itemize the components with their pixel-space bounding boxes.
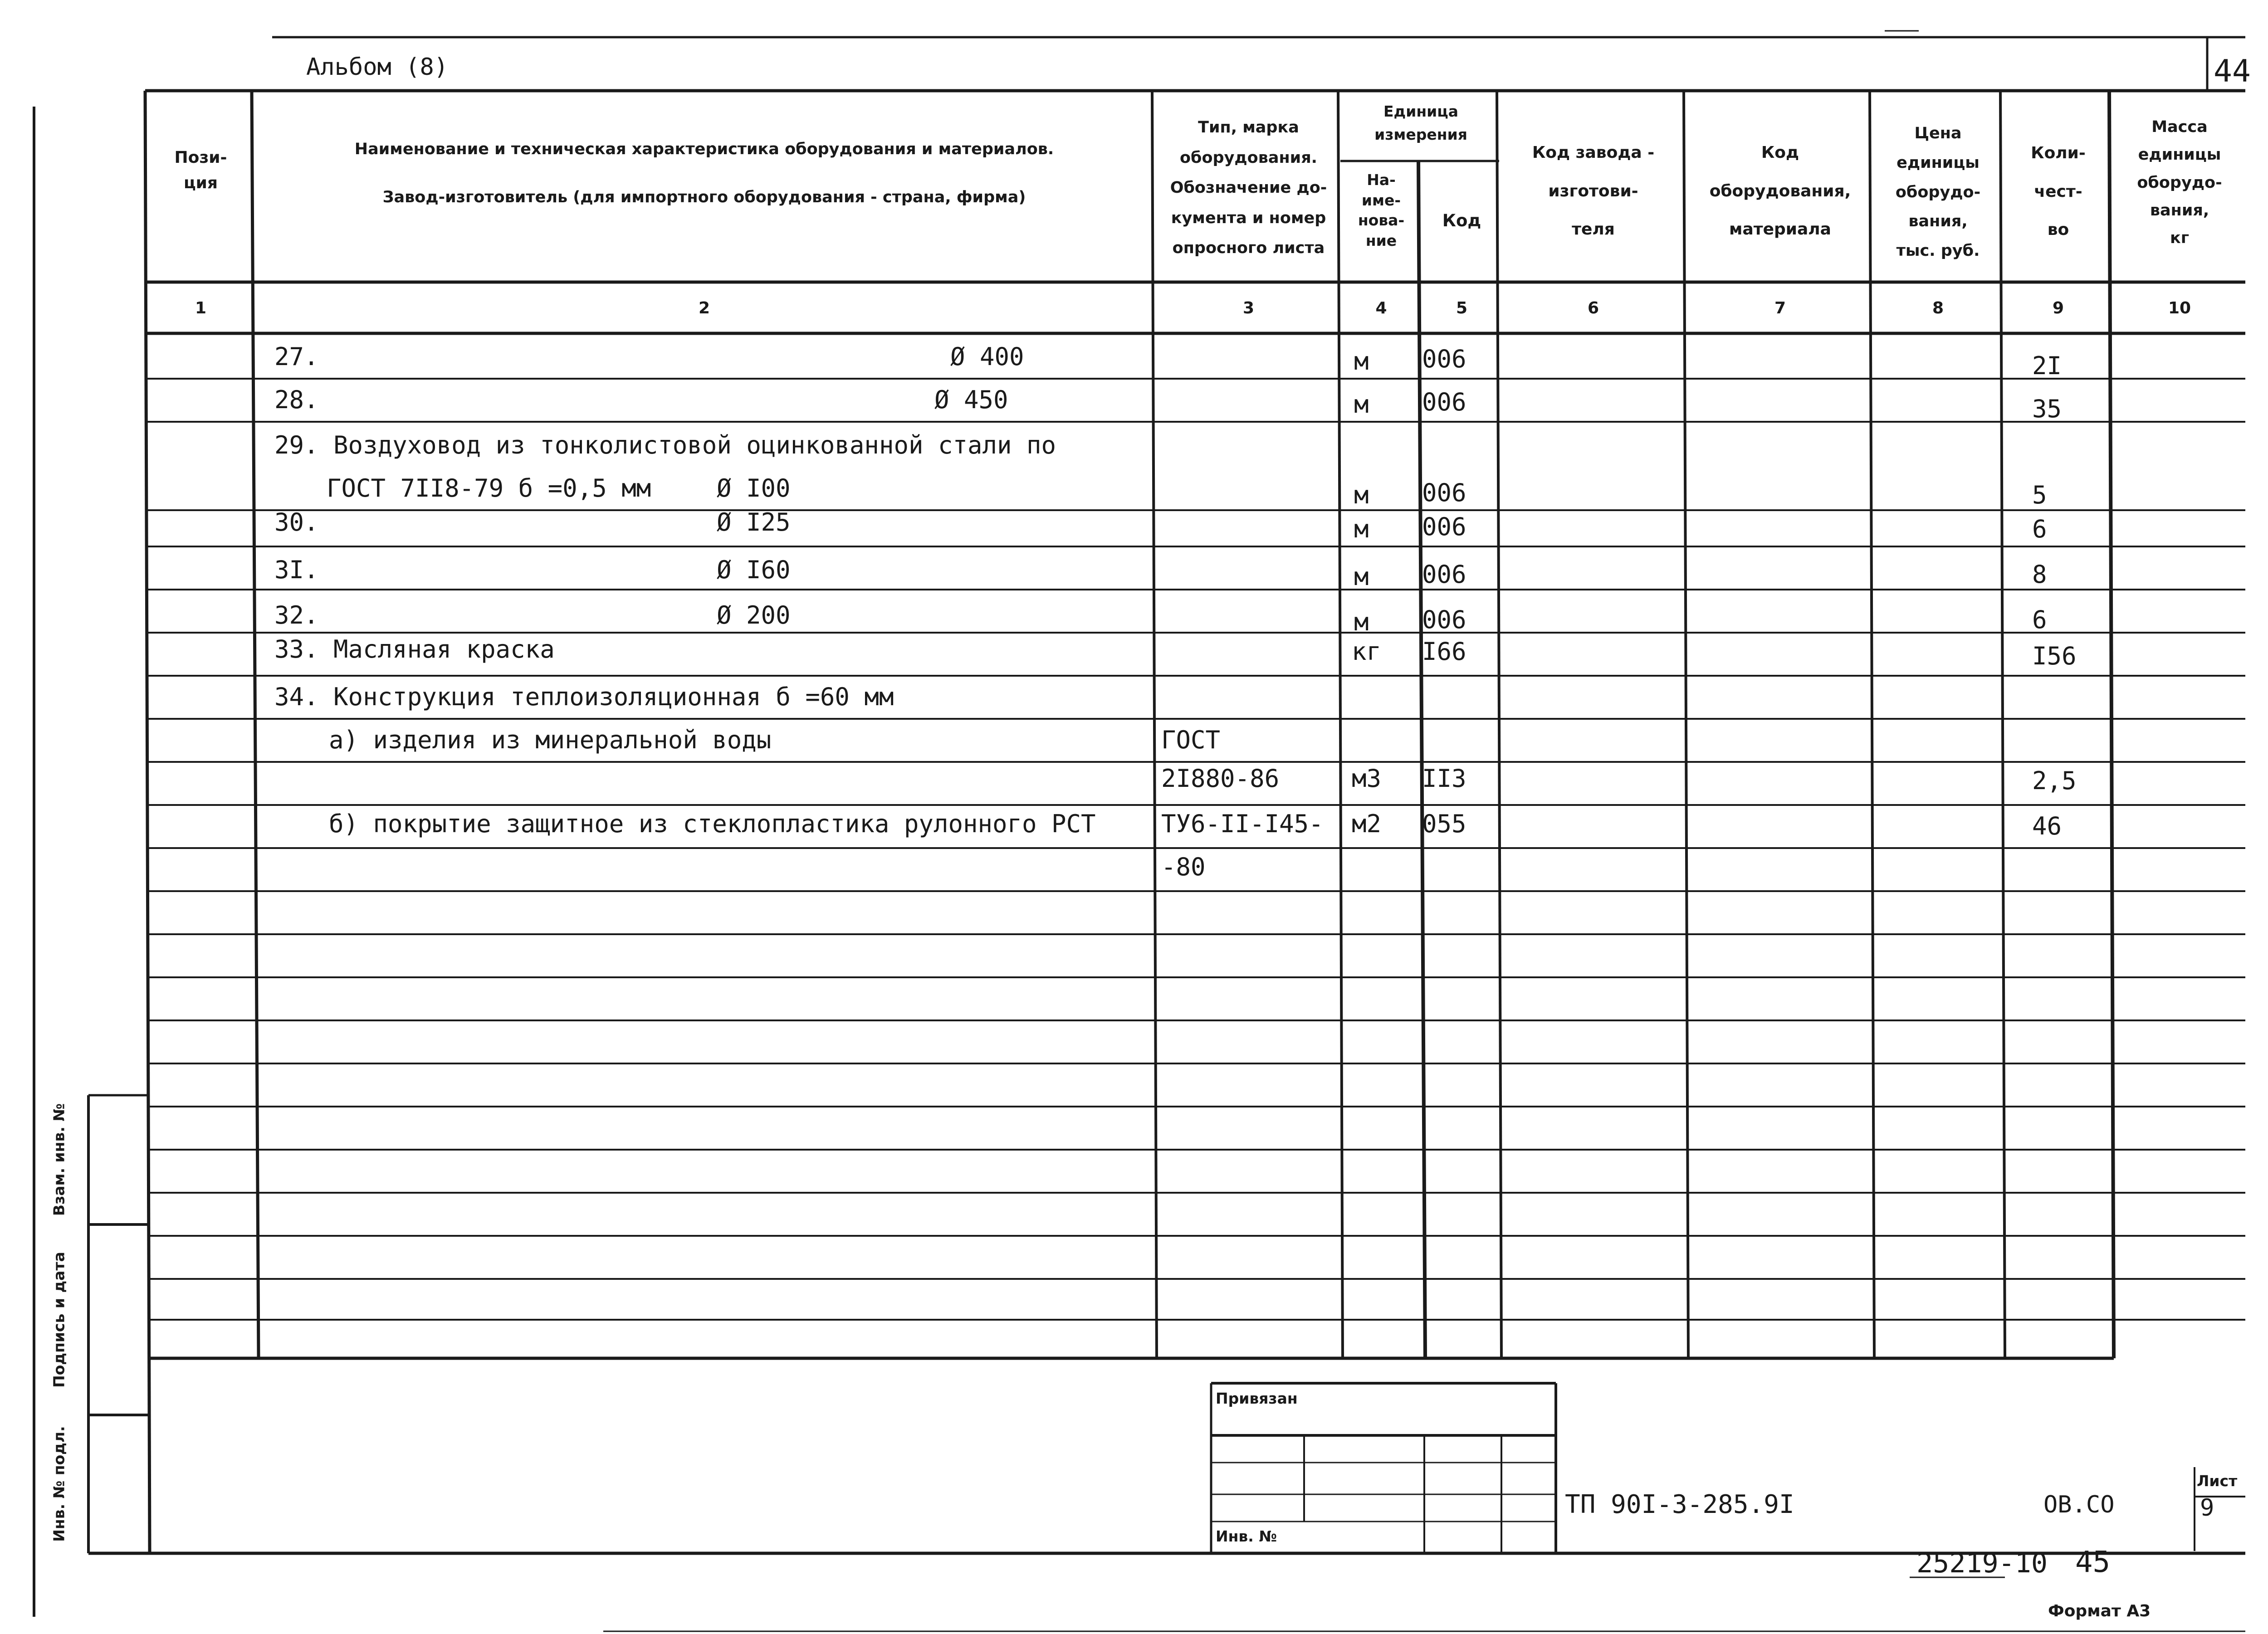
col-number-7: 7	[1774, 299, 1786, 317]
col-number-3: 3	[1242, 299, 1255, 317]
header-type: Тип, марка оборудования. Обозначение до- кумента и номер опросного листа	[1170, 118, 1327, 257]
table-row-name: 27.	[274, 342, 319, 371]
table-row-name: 34. Конструкция теплоизоляционная б =60 мм	[274, 683, 894, 711]
col-number-1: 1	[195, 299, 207, 317]
table-row-name: 33. Масляная краска	[274, 635, 555, 663]
table-row-quantity: 5	[2032, 481, 2047, 509]
table-row-diameter: Ø I25	[717, 508, 791, 537]
table-row-unit: м	[1354, 347, 1369, 376]
header-quantity: Коли- чест- во	[2031, 144, 2086, 239]
table-row-type: ГОСТ	[1161, 726, 1221, 754]
table-row-unit: м	[1354, 608, 1369, 636]
title-block-privyazan: Привязан	[1216, 1390, 1298, 1407]
table-row-name: а) изделия из минеральной воды	[329, 726, 772, 754]
header-equipment-code: Код оборудования, материала	[1709, 143, 1851, 239]
table-row-quantity: 6	[2032, 605, 2047, 634]
table-row-quantity: 6	[2032, 515, 2047, 543]
col-number-2: 2	[698, 299, 710, 317]
archive-number: 25219-10	[1916, 1547, 2048, 1579]
col-number-6: 6	[1587, 299, 1599, 317]
table-row-unit: м	[1354, 562, 1369, 591]
sheet-top-number: 44	[2214, 54, 2251, 89]
table-row-unit: м	[1354, 481, 1369, 509]
document-code: ТП 90I-3-285.9I	[1565, 1490, 1794, 1519]
table-row-name: 3I.	[274, 556, 319, 584]
table-row-diameter: Ø I00	[717, 474, 791, 502]
table-row-name: 32.	[274, 601, 319, 629]
table-row-unit: м2	[1352, 810, 1382, 838]
section-code: ОВ.СО	[2043, 1491, 2115, 1518]
stamp-signature-date: Подпись и дата	[50, 1252, 68, 1388]
header-price: Цена единицы оборудо- вания, тыс. руб.	[1895, 124, 1981, 260]
stamp-inv-original: Инв. № подл.	[50, 1426, 68, 1542]
album-label: Альбом (8)	[306, 54, 449, 81]
title-block-inv-no: Инв. №	[1216, 1527, 1277, 1545]
header-mass: Масса единицы оборудо- вания, кг	[2137, 118, 2222, 247]
table-row-name: ГОСТ 7II8-79 б =0,5 мм	[327, 474, 651, 502]
table-row-unit: м	[1354, 390, 1369, 419]
stamp-vzam-inv: Взам. инв. №	[50, 1103, 68, 1216]
table-row-name: б) покрытие защитное из стеклопластика рулонного РСТ	[329, 810, 1096, 838]
table-row-code: 006	[1422, 478, 1466, 507]
col-number-10: 10	[2168, 299, 2191, 317]
table-row-quantity: 46	[2032, 812, 2062, 840]
table-row-quantity: 35	[2032, 395, 2062, 423]
header-unit-group: Единица измерения	[1374, 102, 1467, 144]
table-row-diameter: Ø 450	[934, 385, 1008, 414]
table-row-quantity: 8	[2032, 560, 2047, 589]
header-name-line1: Наименование и техническая характеристика оборудования и материалов.	[354, 140, 1054, 158]
table-row-code: II3	[1422, 764, 1466, 793]
table-row-diameter: Ø 200	[717, 601, 791, 629]
sheet-label: Лист	[2197, 1472, 2238, 1490]
table-row-code: 006	[1422, 345, 1466, 373]
col-number-8: 8	[1932, 299, 1944, 317]
table-row-code: 055	[1422, 810, 1466, 838]
header-name-line2: Завод-изготовитель (для импортного оборудования - страна, фирма)	[382, 188, 1026, 206]
sheet-number: 9	[2200, 1494, 2214, 1522]
header-factory-code: Код завода - изготови- теля	[1532, 143, 1655, 239]
archive-page-number: 45	[2075, 1546, 2111, 1579]
header-unit-name: На- име- нова- ние	[1358, 171, 1405, 249]
table-row-quantity: 2I	[2032, 351, 2062, 380]
table-row-name: 30.	[274, 508, 319, 537]
paper-format: Формат А3	[2048, 1602, 2151, 1620]
table-row-code: 006	[1422, 388, 1466, 416]
table-row-unit: кг	[1352, 637, 1382, 666]
table-row-type: -80	[1161, 853, 1206, 881]
table-row-name: 28.	[274, 385, 319, 414]
header-position: Пози- ция	[174, 148, 227, 192]
table-row-diameter: Ø I60	[717, 556, 791, 584]
table-row-diameter: Ø 400	[950, 342, 1024, 371]
col-number-4: 4	[1375, 299, 1387, 317]
table-row-code: I66	[1422, 637, 1466, 666]
col-number-5: 5	[1456, 299, 1468, 317]
table-row-type: 2I880-86	[1161, 764, 1280, 793]
table-row-type: ТУ6-II-I45-	[1161, 810, 1324, 838]
table-row-name: 29. Воздуховод из тонколистовой оцинкованной стали по	[274, 431, 1056, 459]
table-row-code: 006	[1422, 605, 1466, 634]
table-row-code: 006	[1422, 560, 1466, 589]
table-row-quantity: 2,5	[2032, 766, 2077, 795]
table-row-code: 006	[1422, 512, 1466, 541]
table-row-quantity: I56	[2032, 642, 2077, 670]
col-number-9: 9	[2052, 299, 2064, 317]
table-row-unit: м3	[1352, 764, 1382, 793]
table-row-unit: м	[1354, 515, 1369, 543]
header-unit-code: Код	[1442, 211, 1481, 230]
